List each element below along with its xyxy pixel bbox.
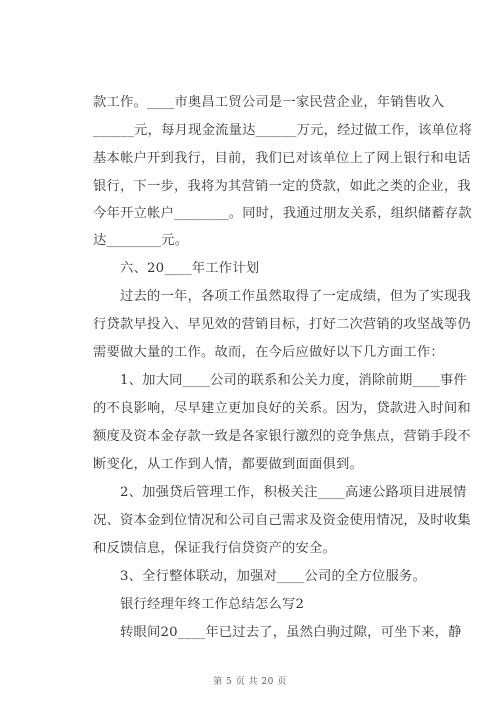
paragraph-line: 需要做大量的工作。故而，在今后应做好以下几方面工作： [93,345,444,360]
paragraph-line: 基本帐户开到我行，目前，我们已对该单位上了网上银行和电话 [93,151,471,166]
list-item: 3、全行整体联动，加强对____公司的全方位服务。 [120,569,426,584]
paragraph-line: 转眼间20____年已过去了，虽然白驹过隙，可坐下来，静 [120,625,462,640]
list-item: 1、加大同____公司的联系和公关力度，消除前期____事件 [120,373,467,388]
paragraph-line: 额度及资本金存款一致是各家银行激烈的竞争焦点，营销手段不 [93,429,471,444]
page-number: 第 5 页 共 20 页 [213,677,287,687]
paragraph-line: 银行，下一步，我将为其营销一定的贷款，如此之类的企业，我 [93,179,471,194]
paragraph-line: 今年开立帐户________。同时，我通过朋友关系，组织储蓄存款 [93,206,472,221]
paragraph-line: 达________元。 [93,233,189,248]
paragraph-line: 的不良影响，尽早建立更加良好的关系。因为，贷款进入时间和 [93,401,471,416]
paragraph-line: 和反馈信息，保证我行信贷资产的安全。 [93,541,336,556]
paragraph-line: 断变化，从工作到人情，都要做到面面俱到。 [93,457,363,472]
paragraph-line: 过去的一年，各项工作虽然取得了一定成绩，但为了实现我 [120,289,471,304]
paragraph-line: 况、资本金到位情况和公司自己需求及资金使用情况，及时收集 [93,513,471,528]
paragraph-line: ______元，每月现金流量达______万元，经过做工作，该单位将 [93,123,473,138]
paragraph-line: 款工作。____市奥昌工贸公司是一家民营企业，年销售收入 [93,95,445,110]
paragraph-line: 行贷款早投入、早见效的营销目标，打好二次营销的攻坚战等仍 [93,317,471,332]
section-heading: 六、20____年工作计划 [120,261,260,276]
article-title: 银行经理年终工作总结怎么写2 [120,597,305,612]
list-item: 2、加强贷后管理工作，积极关注____高速公路项目进展情 [120,485,467,500]
